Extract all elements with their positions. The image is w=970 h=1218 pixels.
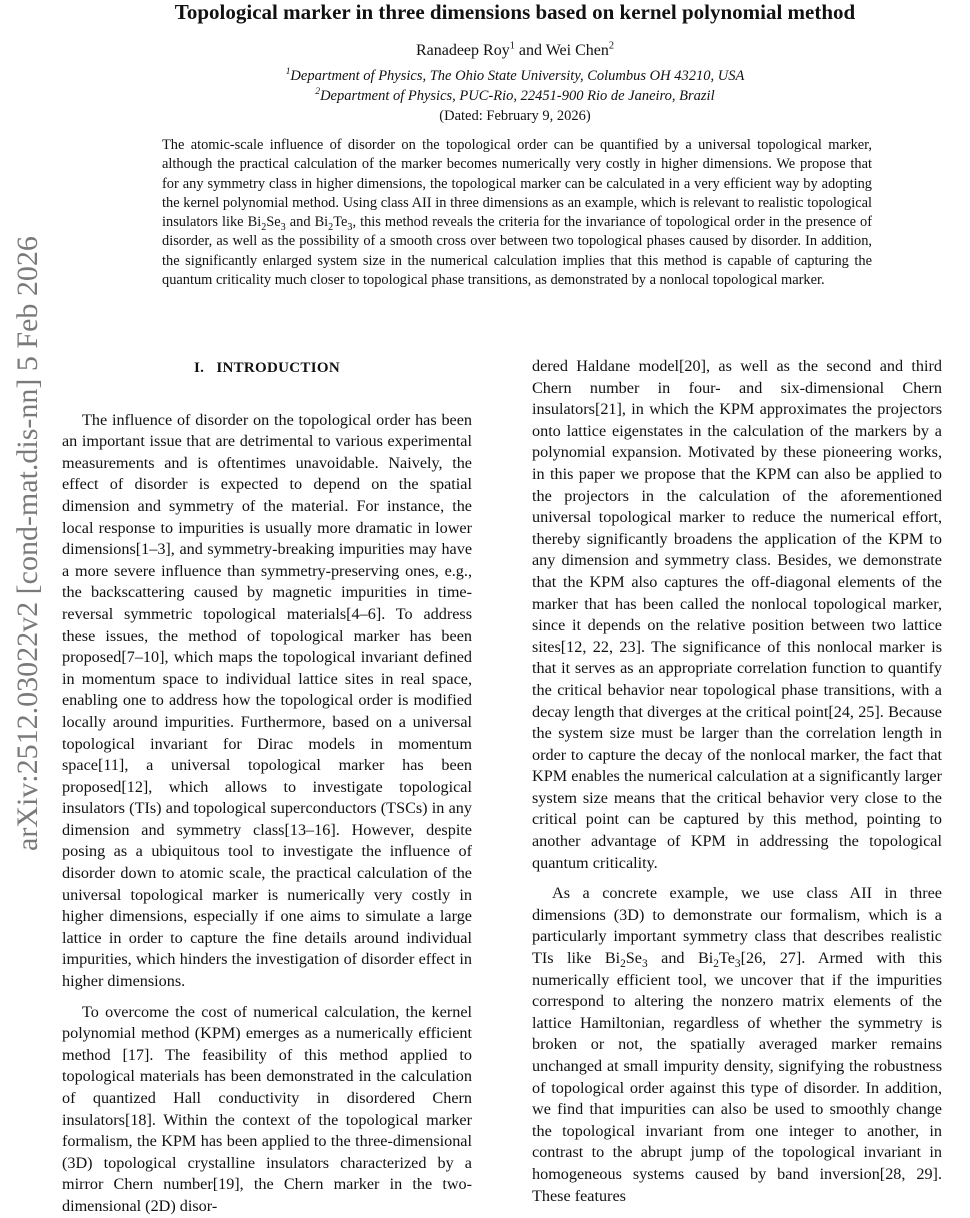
paragraph-text: As a concrete example, we use class AII in three dimensions (3D) to demonstrate our formalism, which is a particularly important symmetry class that describes realistic TIs like: [532, 884, 942, 968]
section-heading: I. INTRODUCTION: [194, 360, 340, 376]
paragraph: As a concrete example, we use class AII in three dimensions (3D) to demonstrate our formalism, which is a particularly important symmetry class that describes realistic TIs like $Bi_2Se_3$ and $Bi_2Te_3[26$, 27]. Armed with this numerically efficient tool, we uncover that if the impurities correspond to altering the nonzero matrix elements of the lattice Hamiltonian, regardless of whether the symmetry is broken or not, the spatially averaged marker remains unchanged at small impurity density, signifying the robustness of topological order against this type of disorder. In addition, we find that impurities can also be used to smoothly change the topological invariant from one integer to another, in contrast to the abrupt jump of the topological invariant in homogeneous systems caused by band inversion[28, 29]. These features: [532, 884, 942, 1205]
formula-bi: Bi: [247, 214, 262, 231]
author-name: Ranadeep Roy: [415, 42, 510, 59]
affiliation-text: Department of Physics, The Ohio State University, Columbus OH 43210, USA: [290, 68, 745, 84]
affiliation-marker: 1: [509, 40, 515, 52]
affiliation-marker: 2: [315, 87, 321, 98]
left-column: [62, 356, 472, 1218]
paragraph-continued: dered Haldane model[20], as well as the second and third Chern number in four- and six-dimensional Chern insulators[21], in which the KPM approximates the projectors onto lattice eigenstates in the calculation of the markers by a polynomial expansion. Motivated by these pioneering works, in this paper we propose that the KPM can also be applied to the projectors in the calculation of the aforementioned universal topological marker to reduce the numerical effort, thereby significantly broadens the application of the KPM to any dimension and symmetry class. Besides, we demonstrate that the KPM also captures the off-diagonal elements of the marker that has been called the nonlocal topological marker, since it depends on the relative position between two lattice sites[12, 22, 23]. The significance of this nonlocal marker is that it serves as an appropriate correlation function to quantify the critical behavior near topological phase transitions, with a decay length that diverges at the critical point[24, 25]. Because the system size must be larger than the correlation length in order to capture the decay of the nonlocal marker, the fact that KPM enables the numerical calculation at a significantly larger system size means that the critical behavior very close to the critical point can be captured by this method, pointing to another advantage of KPM in addressing the topological quantum criticality.: [532, 357, 942, 872]
affiliation-text: Department of Physics, PUC-Rio, 22451-900 Rio de Janeiro, Brazil: [320, 88, 715, 104]
formula-bi: Bi: [314, 214, 329, 231]
arxiv-identifier-stamp: arXiv:2512.03022v2 [cond-mat.dis-nn] 5 Feb 2026: [11, 236, 44, 851]
paragraph: To overcome the cost of numerical calculation, the kernel polynomial method (KPM) emerges as a numerically efficient method [17]. The feasibility of this method applied to topological materials has been demonstrated in the calculation of quantized Hall conductivity in disordered Chern insulators[18]. Within the context of the topological marker formalism, the KPM has been applied to the three-dimensional (3D) topological crystalline insulators characterized by a mirror Chern number[19], the Chern marker in the two-dimensional (2D) disor-: [62, 1002, 472, 1215]
formula-te: Te: [333, 214, 348, 231]
abstract-text: , this method reveals the criteria for the invariance of topological order in the presence of disorder, as well as the possibility of a smooth cross over between two topological phases caused by disorder. In addition, the significantly enlarged system size in the numerical calculation implies that this method is capable of capturing the quantum criticality much closer to topological phase transitions, as demonstrated by a nonlocal topological marker.: [162, 214, 872, 289]
affiliation-2: [60, 88, 970, 105]
author-conjunction: and: [514, 42, 546, 59]
affiliation-marker: 2: [608, 40, 615, 52]
affiliation-1: [60, 68, 970, 85]
right-column: [532, 356, 942, 1207]
affiliation-marker: 1: [285, 67, 291, 78]
abstract-text: The atomic-scale influence of disorder on the topological order can be quantified by a universal topological marker, although the practical calculation of the marker becomes numerically very costly in higher dimensions. We propose that for any symmetry class in higher dimensions, the topological marker can be calculated in a very efficient way by adopting the kernel polynomial method. Using class AII in three dimensions as an example, which is relevant to realistic topological insulators like: [162, 137, 872, 231]
abstract: The atomic-scale influence of disorder on the topological order can be quantified by a universal topological marker, although the practical calculation of the marker becomes numerically very costly in higher dimensions. We propose that for any symmetry class in higher dimensions, the topological marker can be calculated in a very efficient way by adopting the kernel polynomial method. Using class AII in three dimensions as an example, which is relevant to realistic topological insulators like $Bi_2Se_3$ and $Bi_2Te_3$, this method reveals the criteria for the invariance of topological order in the presence of disorder, as well as the possibility of a smooth cross over between two topological phases caused by disorder. In addition, the significantly enlarged system size in the numerical calculation implies that this method is capable of capturing the quantum criticality much closer to topological phase transitions, as demonstrated by a nonlocal topological marker.: [162, 137, 872, 289]
paragraph: The influence of disorder on the topological order has been an important issue that are detrimental to various experimental measurements and is oftentimes unavoidable. Naively, the effect of disorder is expected to depend on the spatial dimension and symmetry of the material. For instance, the local response to impurities is usually more dramatic in lower dimensions[1–3], and symmetry-breaking impurities may have a more severe influence than symmetry-preserving ones, e.g., the backscattering caused by magnetic impurities in time-reversal symmetric topological materials[4–6]. To address these issues, the method of topological marker has been proposed[7–10], which maps the topological invariant defined in momentum space to individual lattice sites in real space, enabling one to address how the topological order is modified locally around impurities. Furthermore, based on a universal topological invariant for Dirac models in momentum space[11], a universal topological marker has been proposed[12], which allows to investigate topological insulators (TIs) and topological superconductors (TSCs) in any dimension and symmetry class[13–16]. However, despite posing as a ubiquitous tool to investigate the influence of disorder down to atomic scale, the practical calculation of the universal topological marker is numerically very costly in higher dimensions, especially if one aims to simulate a large lattice in order to capture the fine details around individual impurities, which hinders the investigation of disorder effect in higher dimensions.: [62, 410, 472, 991]
author-name: Wei Chen: [545, 42, 609, 59]
paper-title: Topological marker in three dimensions based on kernel polynomial method: [174, 0, 856, 24]
date-line: (Dated: February 9, 2026): [439, 108, 591, 124]
author-line: [60, 42, 970, 60]
paragraph-text: [26, 27]. Armed with this numerically efficient tool, we uncover that if the impurities correspond to altering the nonzero matrix elements of the lattice Hamiltonian, regardless of whether the symmetry is broken or not, the spatially averaged marker remains unchanged at small impurity density, signifying the robustness of topological order against this type of disorder. In addition, we find that impurities can also be used to smoothly change the topological invariant from one integer to another, in contrast to the abrupt jump of the topological invariant in homogeneous systems caused by band inversion[28, 29]. These features: [532, 949, 942, 1205]
formula-se: Se: [266, 214, 281, 231]
